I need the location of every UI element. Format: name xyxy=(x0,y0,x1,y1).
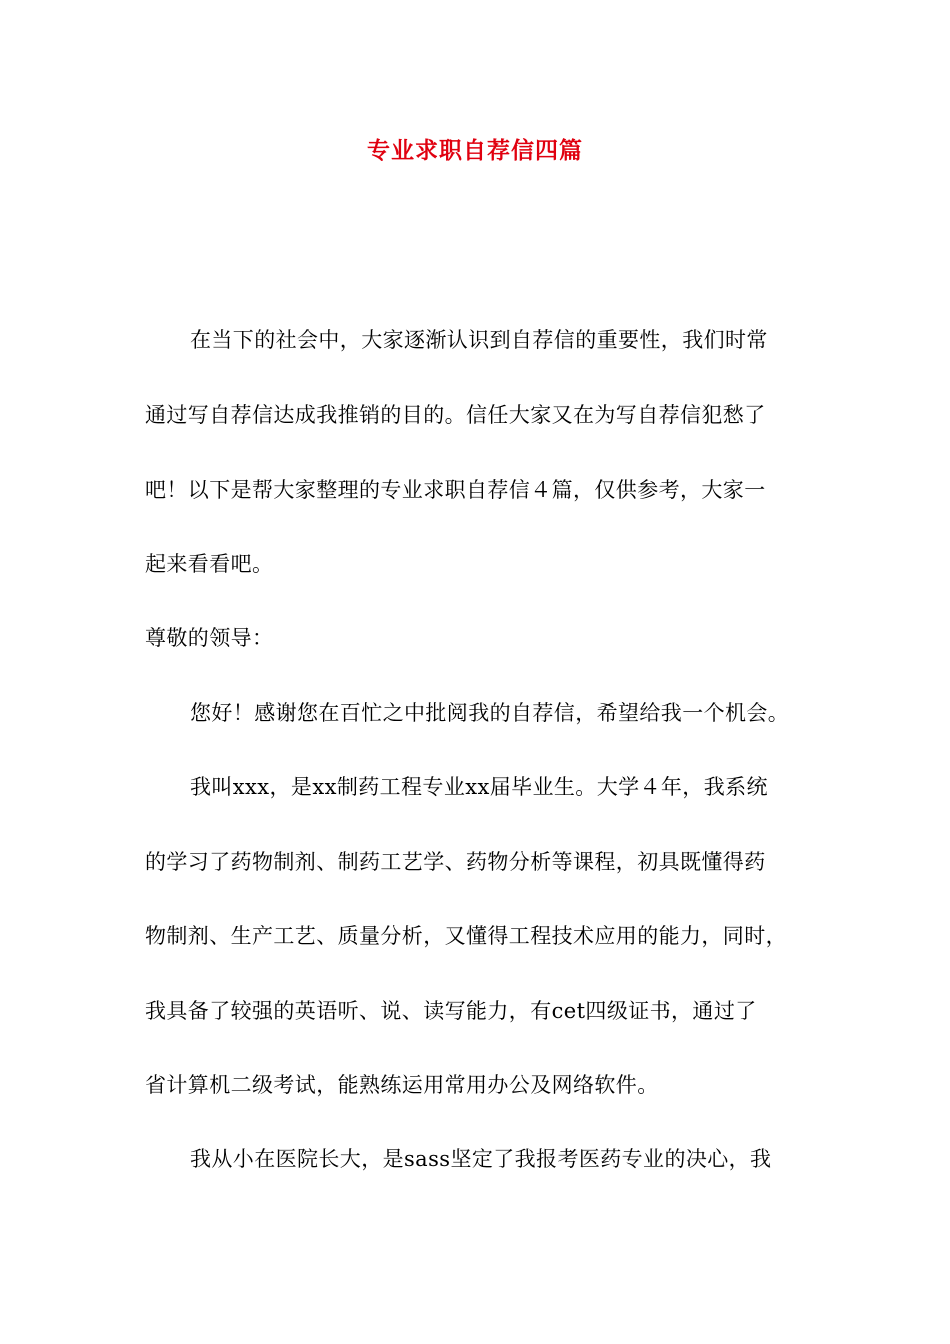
paragraph-line: 起来看看吧。 xyxy=(145,552,274,576)
paragraph-line: 我具备了较强的英语听、说、读写能力，有cet四级证书，通过了 xyxy=(145,999,757,1023)
salutation-line: 尊敬的领导： xyxy=(145,626,274,650)
paragraph-line: 在当下的社会中，大家逐渐认识到自荐信的重要性，我们时常 xyxy=(190,328,768,352)
paragraph-line: 通过写自荐信达成我推销的目的。信任大家又在为写自荐信犯愁了 xyxy=(145,403,766,427)
paragraph-line: 吧！以下是帮大家整理的专业求职自荐信４篇，仅供参考，大家一 xyxy=(145,478,766,502)
paragraph-line: 我从小在医院长大，是sass坚定了我报考医药专业的决心，我 xyxy=(190,1147,772,1171)
paragraph-line: 的学习了药物制剂、制药工艺学、药物分析等课程，初具既懂得药 xyxy=(145,850,766,874)
paragraph-line: 我叫xxx，是xx制药工程专业xx届毕业生。大学４年，我系统 xyxy=(190,775,768,799)
document-title: 专业求职自荐信四篇 xyxy=(367,137,583,164)
paragraph-line: 物制剂、生产工艺、质量分析，又懂得工程技术应用的能力，同时， xyxy=(145,924,787,948)
paragraph-line: 省计算机二级考试，能熟练运用常用办公及网络软件。 xyxy=(145,1073,659,1097)
paragraph-line: 您好！感谢您在百忙之中批阅我的自荐信，希望给我一个机会。 xyxy=(190,701,790,725)
